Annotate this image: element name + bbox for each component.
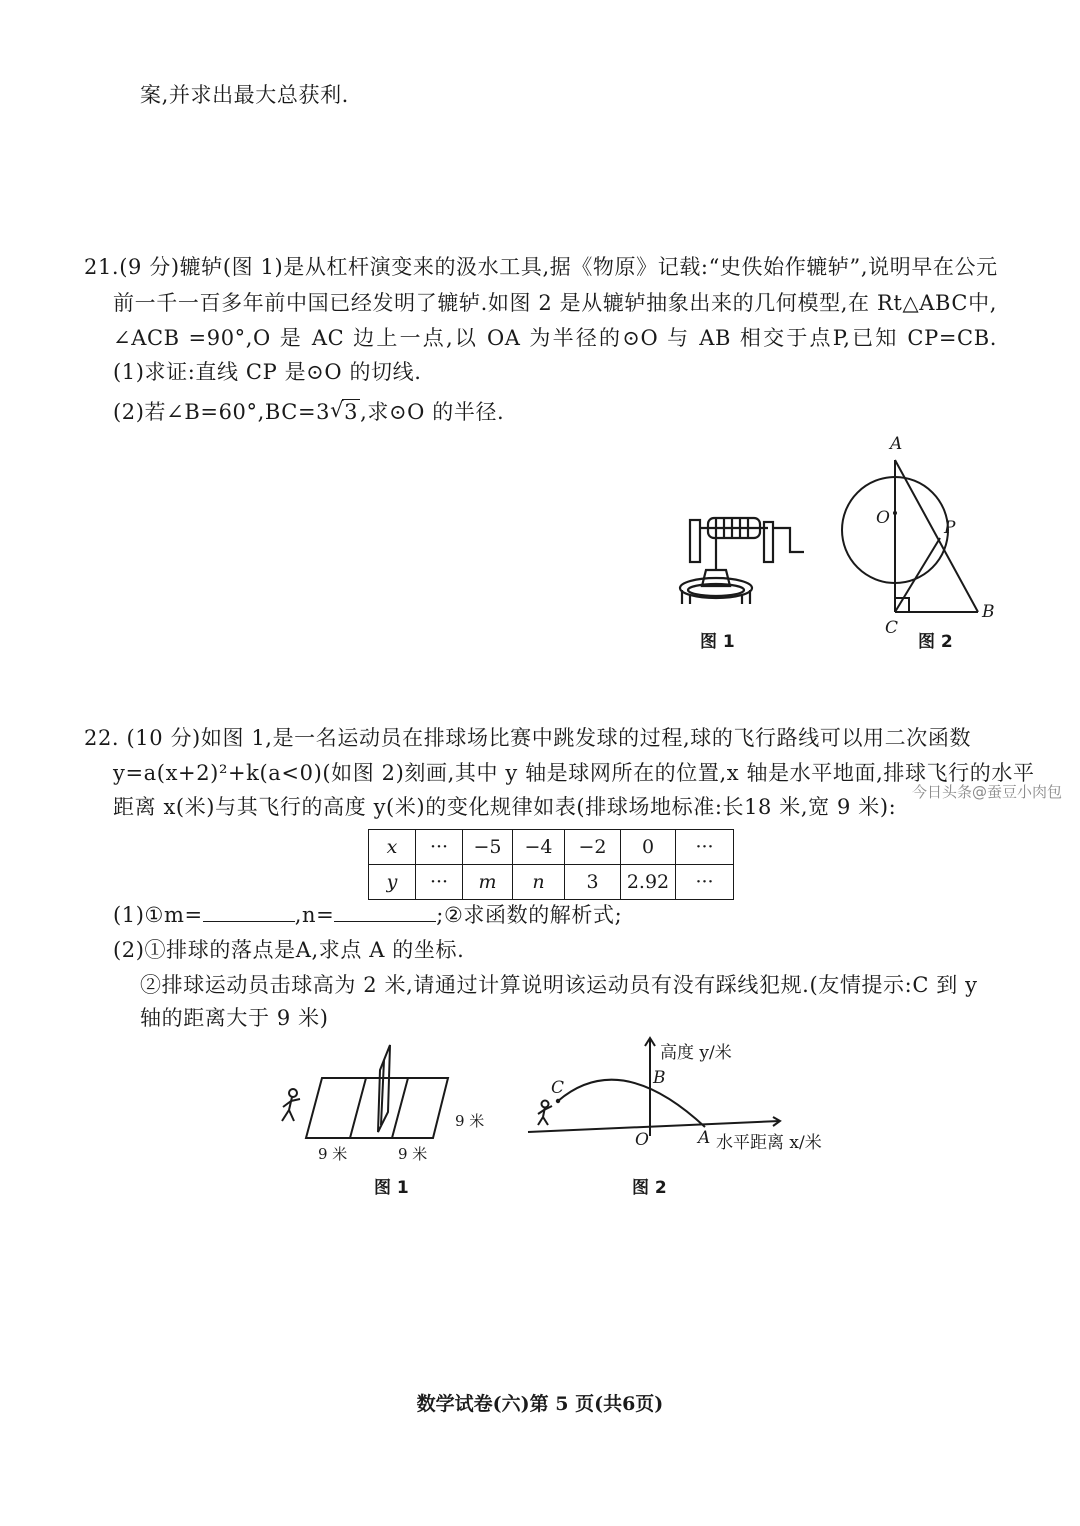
q21-part-2-suffix: ,求⊙O 的半径. — [360, 400, 505, 424]
q21-part-2 — [113, 397, 504, 427]
table-cell: −2 — [565, 830, 621, 865]
table-cell: m — [463, 865, 513, 900]
q22-part-1-m-label: (1)①m= — [113, 903, 203, 927]
q22-line-2: y=a(x+2)²+k(a<0)(如图 2)刻画,其中 y 轴是球网所在的位置,x 轴是水平地面,排球飞行的水平 — [113, 761, 1035, 785]
label-O: O — [876, 508, 890, 528]
q21-line-1: 21.(9 分)辘轳(图 1)是从杠杆演变来的汲水工具,据《物原》记载:“史佚始作辘轳”,说明早在公元 — [84, 255, 998, 279]
page-footer: 数学试卷(六)第 5 页(共6页) — [416, 1393, 664, 1415]
volleyball-court-figure — [276, 1040, 456, 1144]
q21-line-2: 前一千一百多年前中国已经发明了辘轳.如图 2 是从辘轳抽象出来的几何模型,在 Rt△ABC中, — [113, 291, 997, 315]
q22-figure-2-caption: 图 2 — [632, 1178, 667, 1198]
answer-blank-m — [203, 901, 295, 922]
q22-line-3: 距离 x(米)与其飞行的高度 y(米)的变化规律如表(排球场地标准:长18 米,宽 9 米): — [113, 795, 897, 819]
windlass-figure — [672, 508, 812, 608]
court-side-length-label: 9 米 — [455, 1112, 485, 1130]
sqrt-symbol: √ 3 — [330, 398, 359, 424]
label-A: A — [890, 434, 903, 454]
prev-question-tail: 案,并求出最大总获利. — [140, 83, 349, 107]
q22-part-1-n-label: ,n= — [294, 903, 335, 927]
xy-value-table — [368, 829, 734, 900]
table-cell: 2.92 — [621, 865, 676, 900]
court-half-length-label-right: 9 米 — [398, 1145, 428, 1163]
answer-blank-n — [334, 901, 436, 922]
q21-figure-1-caption: 图 1 — [700, 632, 735, 652]
table-cell: −5 — [463, 830, 513, 865]
q22-part-1-rest: ;②求函数的解析式; — [436, 903, 623, 927]
q22-part-1 — [113, 900, 622, 930]
table-cell: n — [513, 865, 565, 900]
table-cell: y — [369, 865, 416, 900]
court-half-length-label-left: 9 米 — [318, 1145, 348, 1163]
table-cell: ··· — [416, 865, 463, 900]
table-cell: −4 — [513, 830, 565, 865]
table-cell: 0 — [621, 830, 676, 865]
q21-line-3: ∠ACB =90°,O 是 AC 边上一点,以 OA 为半径的⊙O 与 AB 相交于点P,已知 CP=CB. — [113, 326, 997, 350]
point-C-label: C — [551, 1078, 565, 1098]
point-A-label: A — [698, 1128, 711, 1148]
q22-line-1: 22. (10 分)如图 1,是一名运动员在排球场比赛中跳发球的过程,球的飞行路线可以用二次函数 — [84, 726, 972, 750]
q21-part-1: (1)求证:直线 CP 是⊙O 的切线. — [113, 360, 422, 384]
table-cell: ··· — [416, 830, 463, 865]
label-B: B — [982, 602, 995, 622]
x-axis-label: 水平距离 x/米 — [716, 1133, 822, 1153]
q22-figure-1-caption: 图 1 — [374, 1178, 409, 1198]
table-cell: x — [369, 830, 416, 865]
circle-geometry-figure — [840, 440, 1000, 640]
label-C: C — [885, 618, 899, 638]
q21-figure-2-caption: 图 2 — [918, 632, 953, 652]
watermark: 今日头条@蚕豆小肉包 — [912, 783, 1063, 801]
table-row — [369, 865, 734, 900]
point-B-label: B — [653, 1068, 666, 1088]
table-cell: ··· — [676, 865, 734, 900]
q21-part-2-prefix: (2)若∠B=60°,BC=3 — [113, 400, 331, 424]
y-axis-label: 高度 y/米 — [660, 1043, 732, 1063]
table-cell: ··· — [676, 830, 734, 865]
label-P: P — [944, 518, 956, 538]
q22-part-2: (2)①排球的落点是A,求点 A 的坐标. — [113, 938, 465, 962]
table-row — [369, 830, 734, 865]
q21-part-2-radicand: 3 — [344, 400, 359, 424]
table-cell: 3 — [565, 865, 621, 900]
q22-part-2b-line-1: ②排球运动员击球高为 2 米,请通过计算说明该运动员有没有踩线犯规.(友情提示:C 到 y — [140, 973, 978, 997]
origin-O-label: O — [635, 1130, 649, 1150]
q22-part-2b-line-2: 轴的距离大于 9 米) — [140, 1006, 329, 1030]
